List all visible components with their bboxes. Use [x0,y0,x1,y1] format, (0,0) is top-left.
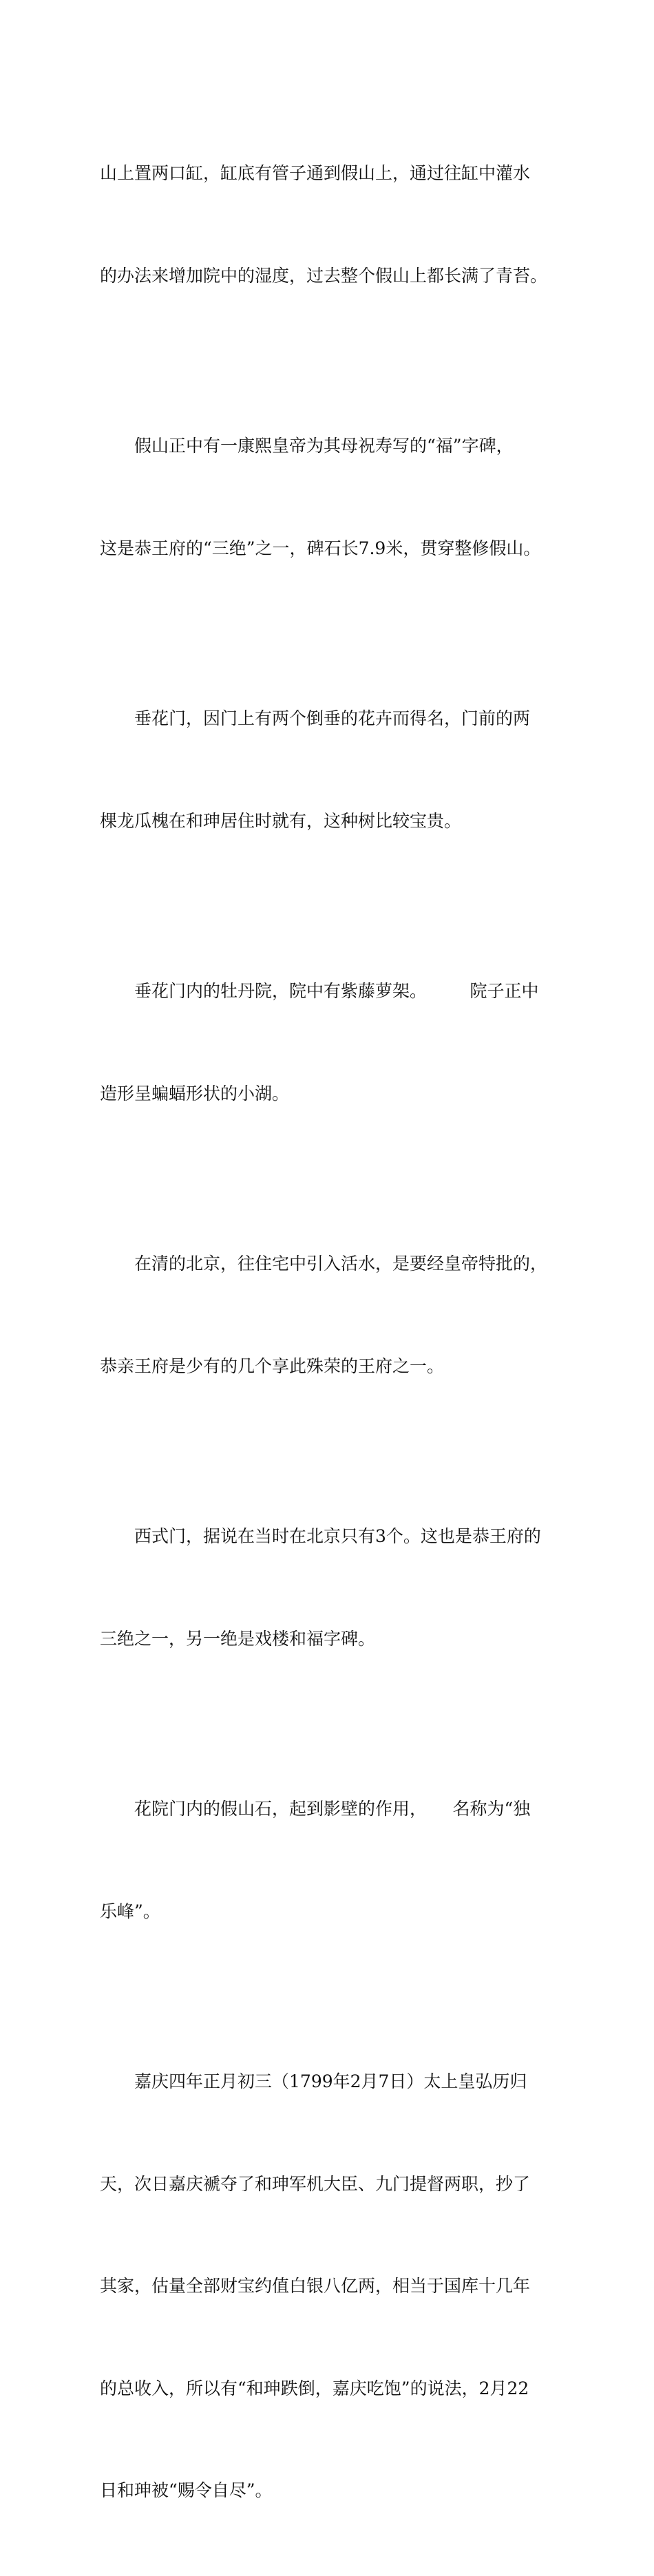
paragraph-peony-courtyard [100,906,568,1179]
text-line: 花院门内的假山石，起到影壁的作用， 名称为“独 [100,1799,531,1819]
paragraph-chuihua-gate [100,633,568,906]
text-line: 日和珅被“赐令自尽”。 [100,2480,273,2500]
paragraph-heshen-downfall [100,1996,568,2576]
text-line: 在清的北京，往住宅中引入活水，是要经皇帝特批的， [100,1254,548,1274]
paragraph-fu-stele [100,361,568,633]
paragraph-rockery-vats [100,88,568,361]
paragraph-dulefeng-rock [100,1724,568,1996]
text-line: 乐峰”。 [100,1901,160,1921]
text-line: 天，次日嘉庆褫夺了和珅军机大臣、九门提督两职，抄了 [100,2173,531,2194]
text-line: 棵龙瓜槐在和珅居住时就有，这种树比较宝贵。 [100,810,462,831]
text-line: 的办法来增加院中的湿度，过去整个假山上都长满了青苔。 [100,265,548,286]
text-line: 垂花门，因门上有两个倒垂的花卉而得名，门前的两 [100,708,531,728]
text-line: 这是恭王府的“三绝”之一，碑石长7.9米，贯穿整修假山。 [100,538,541,558]
document-body [100,88,568,2576]
text-line: 的总收入，所以有“和珅跌倒，嘉庆吃饱”的说法，2月22 [100,2378,529,2398]
text-line: 其家，估量全部财宝约值白银八亿两，相当于国库十几年 [100,2276,531,2296]
text-line: 假山正中有一康熙皇帝为其母祝寿写的“福”字碑， [100,436,514,456]
text-line: 三绝之一，另一绝是戏楼和福字碑。 [100,1628,376,1649]
paragraph-running-water [100,1179,568,1451]
paragraph-western-gate [100,1451,568,1724]
text-line: 垂花门内的牡丹院，院中有紫藤萝架。 院子正中 [100,981,539,1001]
text-line: 造形呈蝙蝠形状的小湖。 [100,1083,290,1104]
text-line: 山上置两口缸，缸底有管子通到假山上，通过往缸中灌水 [100,163,531,183]
text-line: 恭亲王府是少有的几个享此殊荣的王府之一。 [100,1355,445,1376]
text-line: 西式门，据说在当时在北京只有3个。这也是恭王府的 [100,1526,541,1546]
text-line: 嘉庆四年正月初三（1799年2月7日）太上皇弘历归 [100,2071,527,2091]
